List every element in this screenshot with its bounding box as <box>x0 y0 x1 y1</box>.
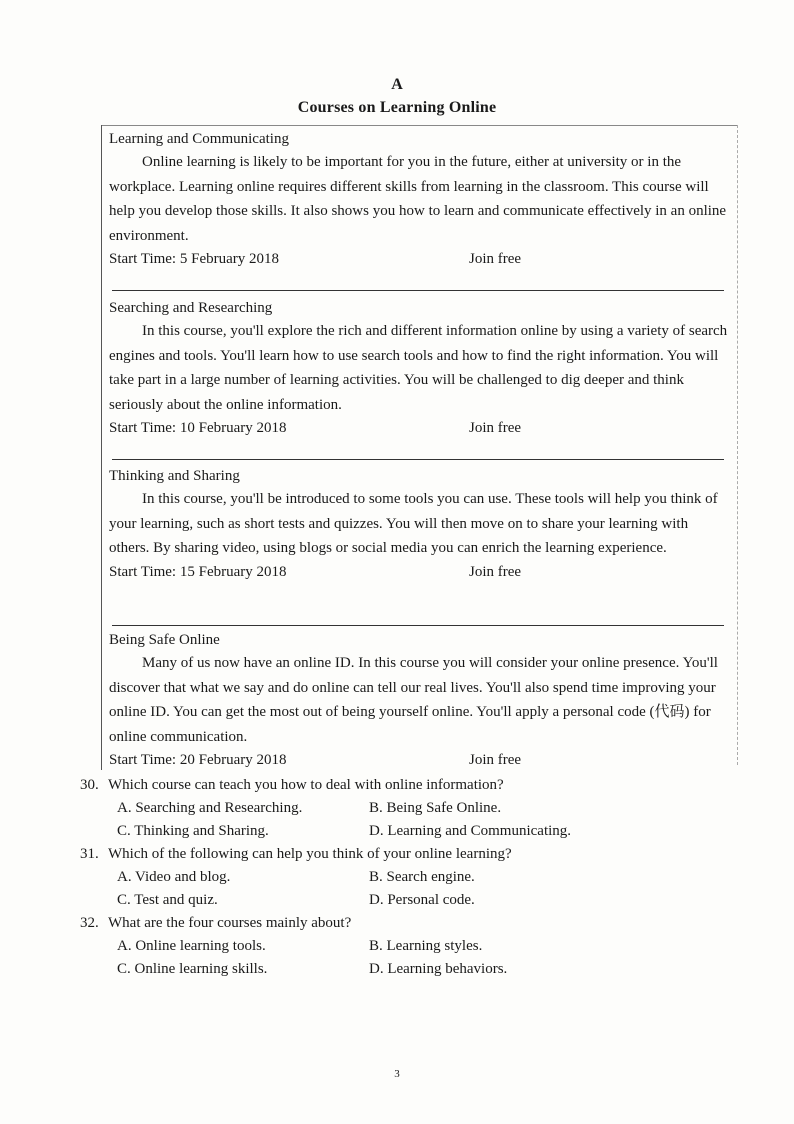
course-title: Learning and Communicating <box>109 131 289 147</box>
course-meta <box>109 749 729 771</box>
option-c[interactable]: C. Thinking and Sharing. <box>117 823 269 839</box>
course-divider <box>112 625 724 626</box>
question-text: Which of the following can help you think of your online learning? <box>108 846 512 862</box>
course-being-safe-online <box>109 629 729 771</box>
course-meta <box>109 417 729 439</box>
course-start-time: Start Time: 20 February 2018 <box>109 752 287 768</box>
options-row <box>80 935 640 958</box>
course-meta <box>109 561 729 583</box>
course-start-time: Start Time: 10 February 2018 <box>109 420 287 436</box>
question-text: What are the four courses mainly about? <box>108 915 352 931</box>
option-d[interactable]: D. Learning and Communicating. <box>369 823 572 839</box>
course-divider <box>112 459 724 460</box>
option-d[interactable]: D. Learning behaviors. <box>369 961 508 977</box>
options-row <box>80 889 640 912</box>
option-d[interactable]: D. Personal code. <box>369 892 475 908</box>
question-31 <box>80 843 640 866</box>
course-title: Thinking and Sharing <box>109 468 240 484</box>
question-30 <box>80 774 640 797</box>
options-row <box>80 958 640 981</box>
course-description: Many of us now have an online ID. In this course you will consider your online presence. You'll discover that what we say and do online can tell our real lives. You'll also spend time improving your online ID. You can get the most out of being yourself online. You'll apply a personal code (代码) for online communication. <box>109 655 718 745</box>
section-letter: A <box>391 76 403 93</box>
page-number: 3 <box>394 1068 400 1080</box>
course-learning-communicating <box>109 128 729 270</box>
course-searching-researching <box>109 297 729 439</box>
course-start-time: Start Time: 15 February 2018 <box>109 563 287 580</box>
options-row <box>80 797 640 820</box>
question-number: 30. <box>80 777 99 793</box>
option-c[interactable]: C. Test and quiz. <box>117 892 218 908</box>
question-number: 31. <box>80 846 99 862</box>
option-c[interactable]: C. Online learning skills. <box>117 961 268 977</box>
option-a[interactable]: A. Online learning tools. <box>117 938 266 954</box>
course-description: In this course, you'll be introduced to some tools you can use. These tools will help you think of your learning, such as short tests and quizzes. You will then move on to share your learning with others. By sharing video, using blogs or social media you can enrich the learning experience. <box>109 491 718 556</box>
options-row <box>80 820 640 843</box>
course-join-link[interactable]: Join free <box>469 251 522 267</box>
course-description: In this course, you'll explore the rich and different information online by using a variety of search engines and tools. You'll learn how to use search tools and how to find the right information. You will take part in a large number of learning activities. You will be challenged to dig deeper and think seriously about the online information. <box>109 323 728 413</box>
option-a[interactable]: A. Video and blog. <box>117 869 231 885</box>
course-join-link[interactable]: Join free <box>469 563 522 580</box>
course-thinking-sharing <box>109 465 729 583</box>
course-title: Being Safe Online <box>109 632 220 648</box>
question-32 <box>80 912 640 935</box>
questions-section <box>80 774 640 981</box>
question-text: Which course can teach you how to deal with online information? <box>108 777 504 793</box>
option-b[interactable]: B. Search engine. <box>369 869 475 885</box>
options-row <box>80 866 640 889</box>
courses-box <box>101 125 738 770</box>
option-a[interactable]: A. Searching and Researching. <box>117 800 303 816</box>
course-description: Online learning is likely to be important for you in the future, either at university or in the workplace. Learning online requires different skills from learning in the classroom. This course will help you develop those skills. It also shows you how to learn and communicate effectively in an online environment. <box>109 154 727 244</box>
page-title: Courses on Learning Online <box>297 99 497 116</box>
box-top-border <box>102 125 738 126</box>
course-join-link[interactable]: Join free <box>469 752 522 768</box>
box-right-border <box>737 125 738 765</box>
question-number: 32. <box>80 915 99 931</box>
course-join-link[interactable]: Join free <box>469 420 522 436</box>
course-start-time: Start Time: 5 February 2018 <box>109 251 280 267</box>
course-meta <box>109 248 729 270</box>
course-divider <box>112 290 724 291</box>
course-title: Searching and Researching <box>109 300 273 316</box>
option-b[interactable]: B. Learning styles. <box>369 938 483 954</box>
option-b[interactable]: B. Being Safe Online. <box>369 800 502 816</box>
